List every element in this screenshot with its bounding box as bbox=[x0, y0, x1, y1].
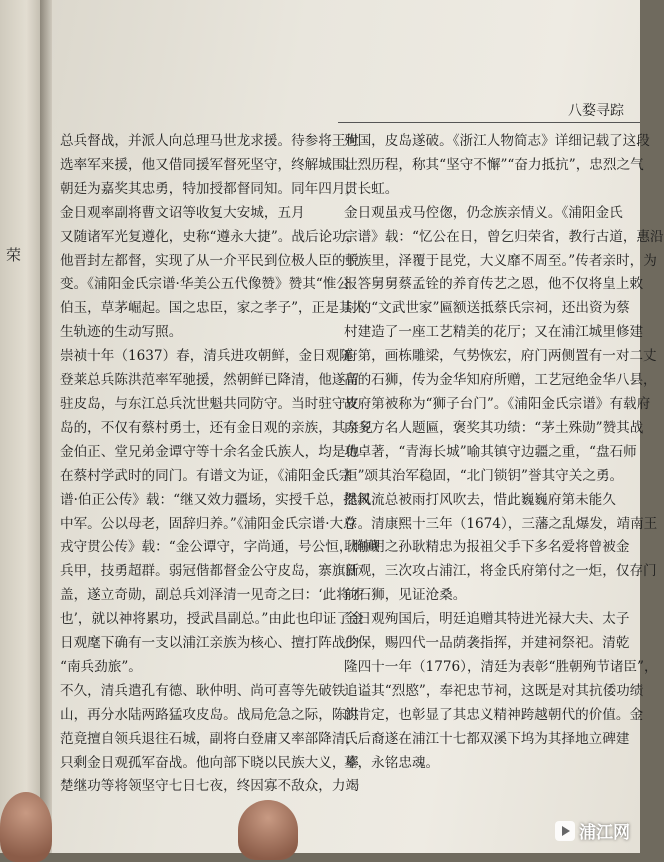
text-line: 村建造了一座工艺精美的花厅；又在浦江城里修建 bbox=[344, 324, 644, 341]
text-line: 贯长虹。 bbox=[344, 180, 399, 197]
text-line: 朝廷为嘉奖其忠勇，特加授都督同知。同年四月， bbox=[60, 180, 360, 197]
text-line: 于族里，泽覆于昆党，大义靡不周至。”传者亲时，为 bbox=[344, 252, 657, 269]
paragraph bbox=[344, 130, 650, 202]
text-line: 墓，永铭忠魂。 bbox=[344, 754, 440, 771]
text-line: 选率军来援，他又借同援军督死坚守，终解城围。 bbox=[60, 156, 360, 173]
play-logo-icon bbox=[555, 821, 575, 841]
left-page-char: 荣 bbox=[6, 246, 22, 264]
text-line: 功卓著，“青海长城”喻其镇守边疆之重，“盘石师 bbox=[344, 443, 637, 460]
book-page bbox=[52, 0, 664, 853]
paragraph bbox=[344, 608, 658, 775]
text-line: 报答舅舅蔡孟铨的养育传艺之恩，他不仅将皇上敕 bbox=[344, 276, 644, 293]
header-rule bbox=[338, 122, 640, 123]
text-line: 日观，三次攻占浦江，将金氏府第付之一炬，仅存门 bbox=[344, 563, 657, 580]
text-line: 追谥其“烈愍”，奉祀忠节祠，这既是对其抗倭功绩 bbox=[344, 682, 644, 699]
text-line: 高的石狮，传为金华知府所赠，工艺冠绝金华八县， bbox=[344, 372, 657, 389]
text-line: 壮烈历程，称其“坚守不懈”“奋力抵抗”，忠烈之气 bbox=[344, 156, 644, 173]
text-line: 楚继功等将领坚守七日七夜，终因寡不敌众，力竭 bbox=[60, 778, 360, 795]
thumb-right bbox=[238, 800, 298, 860]
text-line: 金日观殉国后，明廷追赠其特进光禄大夫、太子 bbox=[344, 611, 630, 628]
text-line: 氏后裔遂在浦江十七都双溪下坞为其择地立碑建 bbox=[344, 730, 630, 747]
text-line: 耿仲明之孙耿精忠为报祖父手下多名爱将曾被金 bbox=[344, 539, 630, 556]
text-line: 只剩金日观孤军奋战。他向部下晓以民族大义，率 bbox=[60, 754, 360, 771]
text-line: “南兵劲旅”。 bbox=[60, 658, 142, 675]
text-line: 在蔡村学武时的同门。有谱文为证，《浦阳金氏宗 bbox=[60, 467, 353, 484]
text-line: 戎守贯公传》载：“金公谭守，字尚通，号公恒，胸藏 bbox=[60, 539, 380, 556]
text-line: 故府第被称为“狮子台门”。《浦阳金氏宗谱》有载府 bbox=[344, 395, 651, 412]
running-header: 八婺寻踪 bbox=[568, 103, 624, 119]
thumb-left bbox=[0, 792, 52, 862]
text-line: 宗谱》载：“忆公在日，曾乞归荣省，教行古道，惠沿 bbox=[344, 228, 664, 245]
paragraph bbox=[344, 489, 658, 609]
text-line: 兵甲，技勇超群。弱冠偕都督金公守皮岛，寨旗新 bbox=[60, 563, 360, 580]
text-line: 盖，遂立奇勋，副总兵刘泽清一见奇之曰：‘此将才 bbox=[60, 587, 364, 604]
text-line: 生轨迹的生动写照。 bbox=[60, 324, 183, 341]
text-line: 变。《浦阳金氏宗谱·华美公五代像赞》赞其“惟公 bbox=[60, 276, 350, 293]
text-line: 桓”颂其治军稳固，“北门锁钥”誉其守关之勇。 bbox=[344, 467, 624, 484]
paragraph bbox=[60, 680, 360, 800]
paragraph bbox=[60, 345, 380, 680]
paragraph bbox=[60, 130, 367, 345]
text-line: 隆四十一年（1776），清廷为表彰“胜朝殉节诸臣”， bbox=[344, 658, 658, 675]
text-line: 岛的，不仅有蔡村勇士，还有金日观的亲族，其亲兄 bbox=[60, 419, 373, 436]
text-line: 山，再分水陆两路猛攻皮岛。战局危急之际，陈洪 bbox=[60, 706, 360, 723]
text-line: 他晋封左都督，实现了从一介平民到位极人臣的蜕 bbox=[60, 252, 360, 269]
text-line: 总兵督战，并派人向总理马世龙求援。待参将王世 bbox=[60, 133, 360, 149]
left-page-edge bbox=[0, 0, 44, 853]
text-line: 内多方名人题匾，褒奖其功绩：“茅土殊勋”赞其战 bbox=[344, 419, 644, 436]
text-line: 金伯正、堂兄弟金谭守等十余名金氏族人，均是他 bbox=[60, 443, 360, 460]
text-line: 驻皮岛，与东江总兵沈世魁共同防守。当时驻守皮 bbox=[60, 395, 360, 412]
text-line: 谱·伯正公传》载：“继又效力疆场，实授千总，提叙 bbox=[60, 491, 371, 508]
text-line: 日观麾下确有一支以浦江亲族为核心、擅打阵战的 bbox=[60, 635, 360, 652]
text-line: 府第，画栋雕梁，气势恢宏，府门两侧置有一对二丈 bbox=[344, 348, 657, 365]
text-line: 又随诸军光复遵化，史称“遵永大捷”。战后论功， bbox=[60, 228, 360, 245]
text-line: 的肯定，也彰显了其忠义精神跨越朝代的价值。金 bbox=[344, 706, 644, 723]
watermark-text: 浦江网 bbox=[579, 823, 630, 843]
text-line: 金日观率副将曹文诏等收复大安城，五月 bbox=[60, 204, 305, 221]
text-line: 崇祯十年（1637）春，清兵进攻朝鲜，金日观随 bbox=[60, 348, 353, 365]
text-line: 然风流总被雨打风吹去，惜此巍巍府第未能久 bbox=[344, 491, 616, 508]
text-line: 登莱总兵陈洪范率军驰援，然朝鲜已降清，他遂留 bbox=[60, 372, 360, 389]
right-text-column bbox=[344, 130, 664, 775]
watermark bbox=[555, 818, 630, 843]
text-line: 殉国，皮岛遂破。《浙江人物简志》详细记载了这段 bbox=[344, 133, 650, 149]
text-line: 封的“文武世家”匾额送抵蔡氏宗祠，还出资为蔡 bbox=[344, 300, 630, 317]
text-line: 也’，就以神将累功，授武昌副总。”由此也印证了金 bbox=[60, 611, 364, 628]
text-line: 伯玉，草茅崛起。国之忠臣，家之孝子”，正是其人 bbox=[60, 300, 367, 317]
text-line: 少保，赐四代一品荫袭指挥，并建祠祭祀。清乾 bbox=[344, 635, 630, 652]
text-line: 范竟擅自领兵退往石城，副将白登庸又率部降清， bbox=[60, 730, 360, 747]
paragraph bbox=[344, 202, 664, 489]
text-line: 不久，清兵遣孔有德、耿仲明、尚可喜等先破铁 bbox=[60, 682, 346, 699]
text-line: 中军。公以母老，固辞归养。”《浦阳金氏宗谱·大总 bbox=[60, 515, 357, 532]
text-line: 存。清康熙十三年（1674），三藩之乱爆发，靖南王 bbox=[344, 515, 658, 532]
text-line: 金日观虽戎马倥偬，仍念族亲情义。《浦阳金氏 bbox=[344, 204, 623, 221]
text-line: 前石狮，见证沧桑。 bbox=[344, 587, 467, 604]
